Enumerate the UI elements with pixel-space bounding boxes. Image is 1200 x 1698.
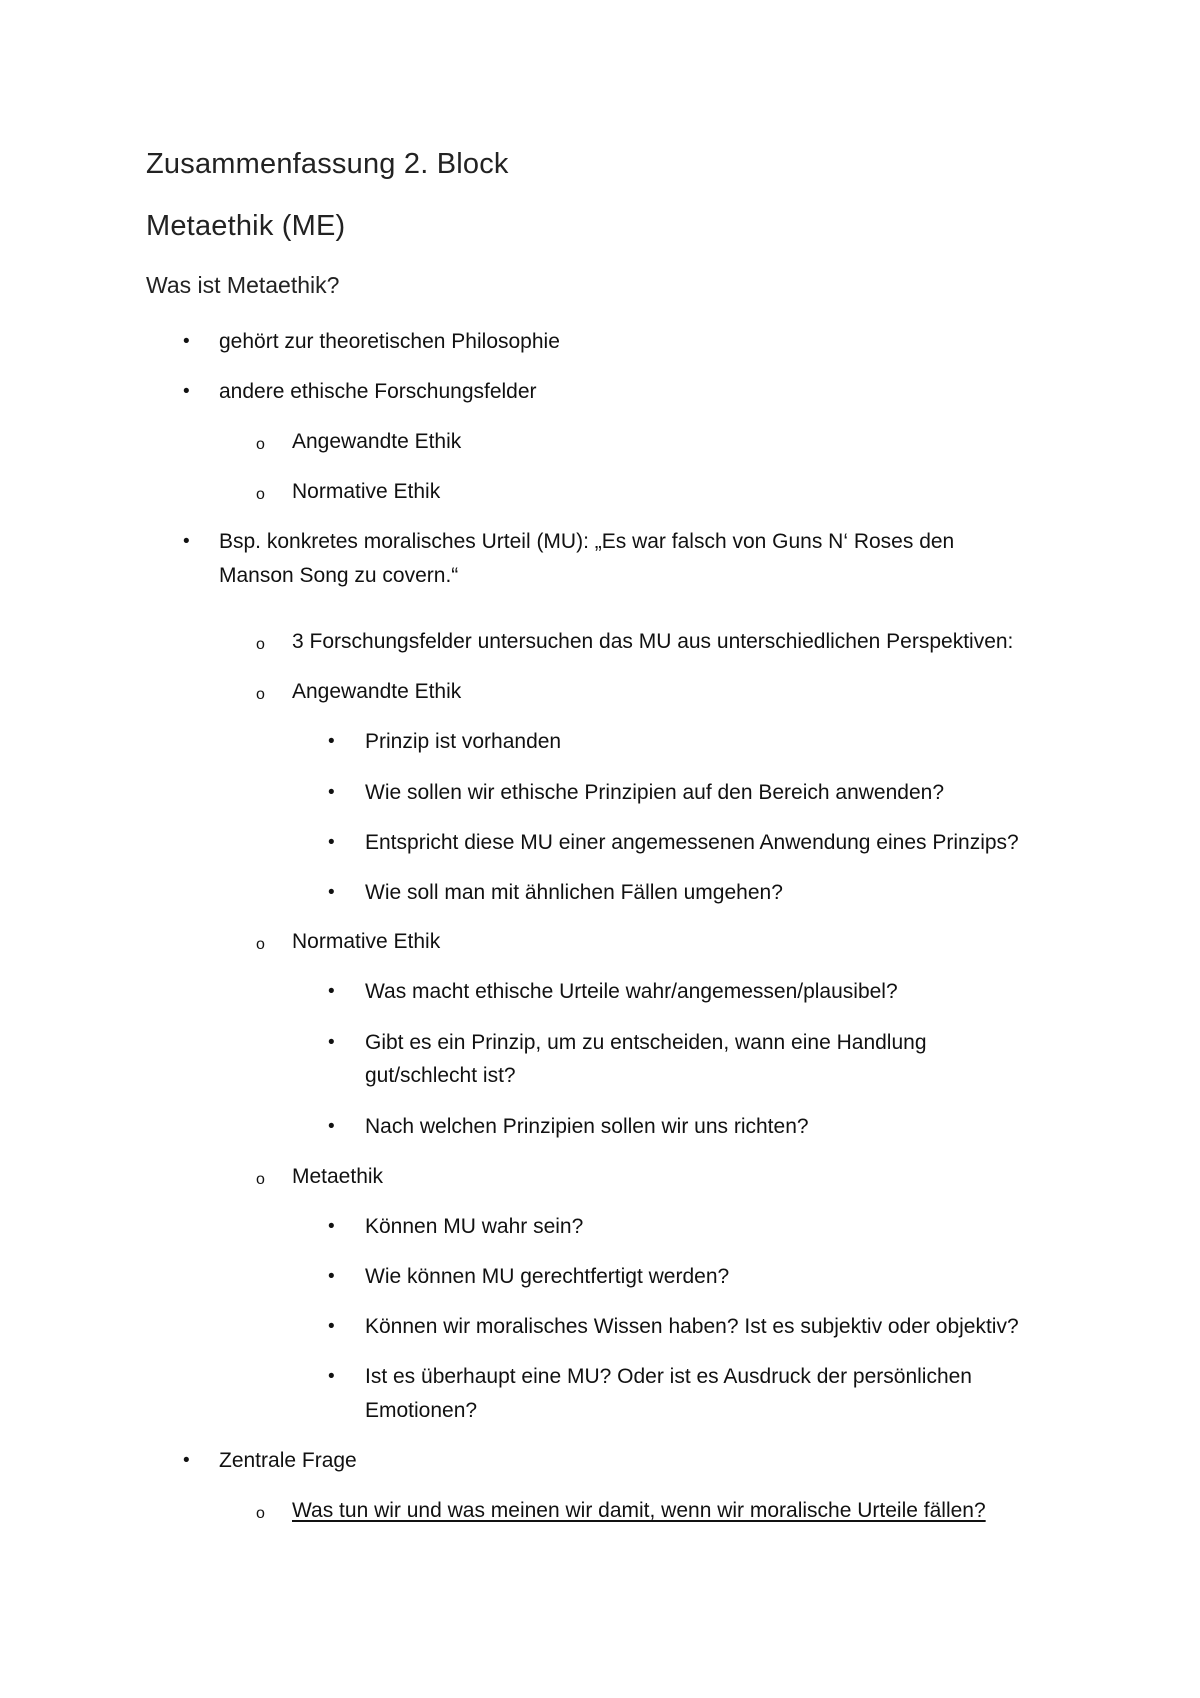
section-heading: Was ist Metaethik? [146,272,340,298]
circle-bullet-icon: o [256,1505,265,1522]
list-item: Prinzip ist vorhanden [365,730,562,753]
list-item-continuation: Emotionen? [365,1399,478,1422]
list-item: Wie soll man mit ähnlichen Fällen umgehen? [365,881,783,904]
list-item-continuation: Manson Song zu covern.“ [219,564,459,587]
bullet-icon: • [328,1216,335,1237]
bullet-icon: • [183,381,190,402]
list-item: Normative Ethik [292,930,441,953]
list-item: Zentrale Frage [219,1449,357,1472]
list-item: Gibt es ein Prinzip, um zu entscheiden, wann eine Handlung [365,1031,927,1054]
list-item: Angewandte Ethik [292,680,462,703]
circle-bullet-icon: o [256,686,265,703]
list-item: Können wir moralisches Wissen haben? Ist es subjektiv oder objektiv? [365,1315,1019,1338]
list-item: Was macht ethische Urteile wahr/angemessen/plausibel? [365,980,898,1003]
bullet-icon: • [183,1450,190,1471]
bullet-icon: • [183,331,190,352]
bullet-icon: • [328,1266,335,1287]
bullet-icon: • [328,981,335,1002]
bullet-icon: • [328,1316,335,1337]
list-item: Angewandte Ethik [292,430,462,453]
circle-bullet-icon: o [256,936,265,953]
bullet-icon: • [183,531,190,552]
list-item: gehört zur theoretischen Philosophie [219,330,560,353]
bullet-icon: • [328,731,335,752]
circle-bullet-icon: o [256,1171,265,1188]
circle-bullet-icon: o [256,486,265,503]
list-item: Bsp. konkretes moralisches Urteil (MU): „Es war falsch von Guns N‘ Roses den [219,530,955,553]
list-item: Können MU wahr sein? [365,1215,584,1238]
central-question: Was tun wir und was meinen wir damit, wenn wir moralische Urteile fällen? [292,1499,986,1522]
circle-bullet-icon: o [256,636,265,653]
list-item: 3 Forschungsfelder untersuchen das MU aus unterschiedlichen Perspektiven: [292,630,1014,653]
list-item: andere ethische Forschungsfelder [219,380,537,403]
circle-bullet-icon: o [256,436,265,453]
bullet-icon: • [328,832,335,853]
bullet-icon: • [328,1116,335,1137]
list-item-continuation: gut/schlecht ist? [365,1064,516,1087]
list-item: Entspricht diese MU einer angemessenen Anwendung eines Prinzips? [365,831,1019,854]
list-item: Metaethik [292,1165,384,1188]
list-item: Wie sollen wir ethische Prinzipien auf den Bereich anwenden? [365,781,944,804]
list-item: Ist es überhaupt eine MU? Oder ist es Ausdruck der persönlichen [365,1365,972,1388]
bullet-icon: • [328,1366,335,1387]
bullet-icon: • [328,882,335,903]
document-subtitle: Metaethik (ME) [146,210,346,242]
list-item: Nach welchen Prinzipien sollen wir uns richten? [365,1115,809,1138]
document-title: Zusammenfassung 2. Block [146,148,509,180]
list-item: Normative Ethik [292,480,441,503]
bullet-icon: • [328,782,335,803]
bullet-icon: • [328,1032,335,1053]
list-item: Wie können MU gerechtfertigt werden? [365,1265,730,1288]
